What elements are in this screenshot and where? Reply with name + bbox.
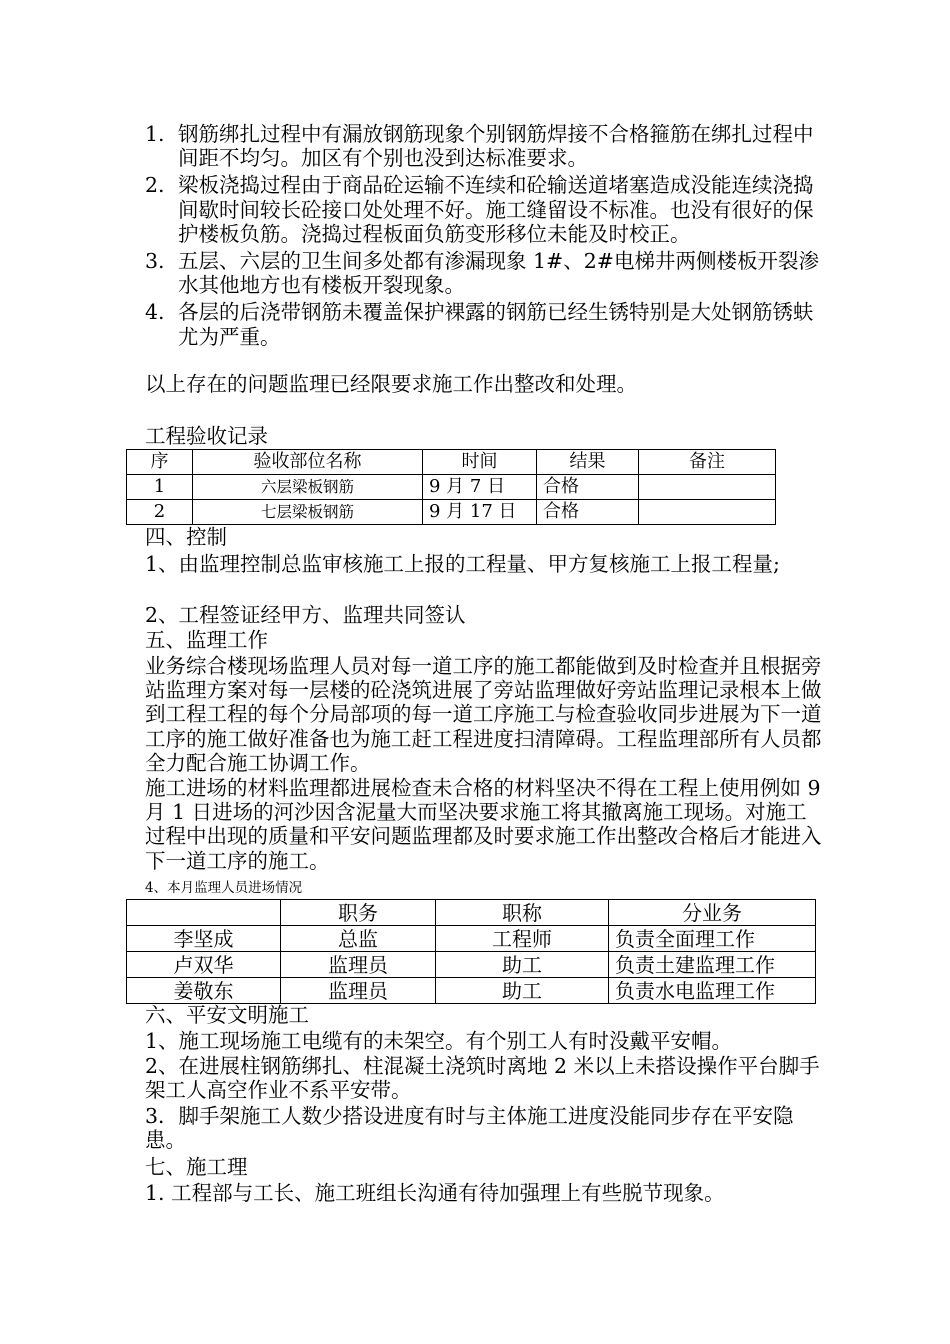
list-item [145,122,825,170]
table-cell: 监理员 [281,952,436,978]
list-text: 五层、六层的卫生间多处都有渗漏现象 1#、2#电梯井两侧楼板开裂渗水其他地方也有楼板开裂现象。 [178,249,819,298]
control-heading: 四、控制 [145,525,227,549]
table-cell: 六层梁板钢筋 [193,475,423,500]
table-cell: 助工 [436,978,609,1004]
control-item: 1、由监理控制总监审核施工上报的工程量、甲方复核施工上报工程量; [145,552,780,576]
safety-item: 1、施工现场施工电缆有的未架空。有个别工人有时没戴平安帽。 [145,1029,733,1053]
list-text: 梁板浇捣过程由于商品砼运输不连续和砼输送道堵塞造成没能连续浇捣间歇时间较长砼接口处处理不好。施工缝留设不标准。也没有很好的保护楼板负筋。浇捣过程板面负筋变形移位未能及时校正。 [178,173,814,246]
table-cell: 卢双华 [127,952,281,978]
table-cell [639,475,776,500]
supervision-paragraph: 施工进场的材料监理都进展检查未合格的材料坚决不得在工程上使用例如 9 月 1 日进场的河沙因含泥量大而坚决要求施工将其撤离施工现场。对施工过程中出现的质量和平安问题监理都及时要求施工作出整改合格后才能进入下一道工序的施工。 [145,776,822,873]
table-cell: 9 月 7 日 [423,475,537,500]
table-row [127,978,816,1004]
safety-heading: 六、平安文明施工 [145,1003,309,1027]
table-cell: 姜敬东 [127,978,281,1004]
table-cell: 工程师 [436,926,609,952]
column-header [127,900,281,926]
column-header: 备注 [639,450,776,475]
column-header: 验收部位名称 [193,450,423,475]
column-header: 职称 [436,900,609,926]
safety-item: 2、在进展柱钢筋绑扎、柱混凝土浇筑时离地 2 米以上未搭设操作平台脚手架工人高空作业不系平安带。 [145,1054,820,1103]
column-header: 序 [127,450,193,475]
list-item [145,249,825,297]
table-cell: 9 月 17 日 [423,500,537,525]
list-number: 4. [145,300,165,325]
acceptance-table [126,449,776,525]
table-cell: 负责水电监理工作 [609,978,816,1004]
table-cell: 李坚成 [127,926,281,952]
list-text: 各层的后浇带钢筋未覆盖保护裸露的钢筋已经生锈特别是大处钢筋锈蚨尤为严重。 [178,300,814,349]
staff-table [126,899,816,1004]
column-header: 职务 [281,900,436,926]
table-cell: 1 [127,475,193,500]
list-item [145,300,825,348]
table-header-row [127,900,816,926]
list-number: 1. [145,122,165,146]
list-number: 3. [145,249,165,274]
issues-list [145,122,825,352]
supervision-paragraph: 业务综合楼现场监理人员对每一道工序的施工都能做到及时检查并且根据旁站监理方案对每一层楼的砼浇筑进展了旁站监理做好旁站监理记录根本上做到工程工程的每个分局部项的每一道工序施工与检查验收同步进展为下一道工序的施工做好准备也为施工赶工程进度扫清障碍。工程监理部所有人员都全力配合施工协调工作。 [145,654,822,775]
control-item: 2、工程签证经甲方、监理共同签认 [145,603,466,627]
table-row [127,952,816,978]
safety-item: 3．脚手架施工人数少搭设进度有时与主体施工进度没能同步存在平安隐患。 [145,1104,794,1153]
table-header-row [127,450,776,475]
issues-summary: 以上存在的问题监理已经限要求施工作出整改和处理。 [145,372,637,396]
table-cell: 总监 [281,926,436,952]
list-text: 钢筋绑扎过程中有漏放钢筋现象个别钢筋焊接不合格箍筋在绑扎过程中间距不均匀。加区有个别也没到达标准要求。 [178,122,814,171]
table-cell [639,500,776,525]
table-cell: 负责土建监理工作 [609,952,816,978]
supervision-heading: 五、监理工作 [145,628,268,652]
management-heading: 七、施工理 [145,1155,248,1179]
table-cell: 合格 [537,500,639,525]
staff-caption: 4、本月监理人员进场情况 [145,880,303,896]
management-item: 1. 工程部与工长、施工班组长沟通有待加强理上有些脱节现象。 [145,1181,725,1205]
list-item [145,173,825,246]
table-row [127,926,816,952]
table-cell: 监理员 [281,978,436,1004]
column-header: 分业务 [609,900,816,926]
list-number: 2. [145,173,165,198]
table-cell: 七层梁板钢筋 [193,500,423,525]
table-row [127,475,776,500]
table-cell: 负责全面理工作 [609,926,816,952]
table-row [127,500,776,525]
table-cell: 2 [127,500,193,525]
table-cell: 助工 [436,952,609,978]
acceptance-title: 工程验收记录 [145,424,268,448]
column-header: 结果 [537,450,639,475]
table-cell: 合格 [537,475,639,500]
column-header: 时间 [423,450,537,475]
